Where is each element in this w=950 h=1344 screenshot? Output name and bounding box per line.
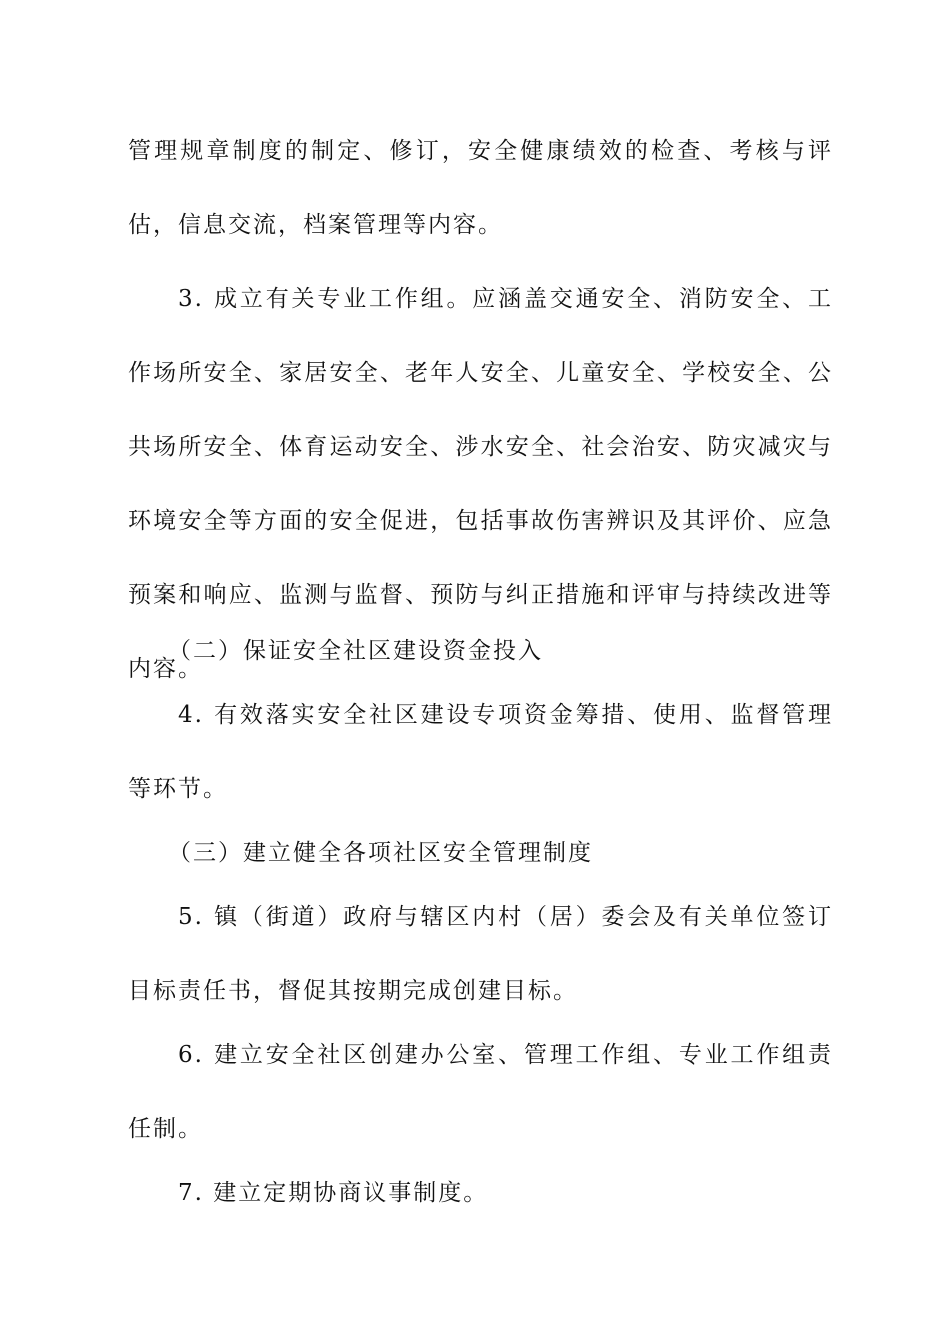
paragraph-item-4: 4. 有效落实安全社区建设专项资金筹措、使用、监督管理等环节。 [128, 702, 833, 802]
paragraph-continuation: 管理规章制度的制定、修订，安全健康绩效的检查、考核与评估，信息交流，档案管理等内容。 [128, 138, 833, 238]
paragraph-item-7: 7. 建立定期协商议事制度。 [178, 1180, 489, 1206]
section-heading-2: （二）保证安全社区建设资金投入 [168, 638, 543, 664]
paragraph-item-3: 3. 成立有关专业工作组。应涵盖交通安全、消防安全、工作场所安全、家居安全、老年人安全、儿童安全、学校安全、公共场所安全、体育运动安全、涉水安全、社会治安、防灾减灾与环境安全等方面的安全促进，包括事故伤害辨识及其评价、应急预案和响应、监测与监督、预防与纠正措施和评审与持续改进等内容。 [128, 286, 833, 682]
section-heading-3: （三）建立健全各项社区安全管理制度 [168, 840, 593, 866]
paragraph-item-6: 6. 建立安全社区创建办公室、管理工作组、专业工作组责任制。 [128, 1042, 833, 1142]
paragraph-item-5: 5. 镇（街道）政府与辖区内村（居）委会及有关单位签订目标责任书，督促其按期完成创建目标。 [128, 904, 833, 1004]
